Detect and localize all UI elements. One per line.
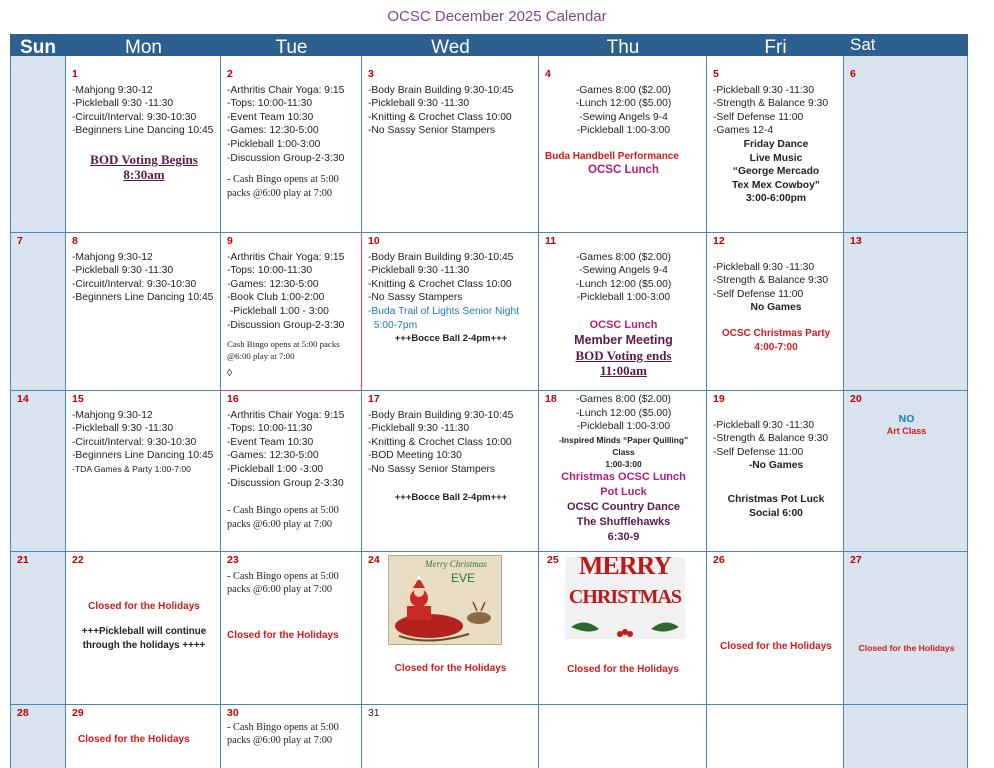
day-cell-5 xyxy=(707,56,844,233)
event-line: -Pickleball 9:30 -11:30 xyxy=(713,261,815,273)
event-line: -Self Defense 11:00 xyxy=(713,446,804,458)
christmas-eve-image xyxy=(388,555,502,645)
day-cell-27 xyxy=(844,552,968,705)
event-line: -Circuit/Interval: 9:30-10:30 xyxy=(72,111,197,123)
pot-luck-social: Christmas Pot Luck xyxy=(727,493,825,505)
day-cell-17 xyxy=(362,391,539,552)
art-class: Art Class xyxy=(886,426,927,437)
event-line: -Event Team 10:30 xyxy=(227,111,314,123)
trail-of-lights-line: -Buda Trail of Lights Senior Night xyxy=(368,305,520,317)
day-cell-28 xyxy=(10,705,66,768)
pickleball-notice: +++Pickleball will continue xyxy=(81,626,207,638)
event-line: -Pickleball 9:30 -11:30 xyxy=(72,265,174,277)
country-dance: OCSC Country Dance xyxy=(566,500,681,513)
day-cell-22 xyxy=(66,552,221,705)
dance-line: Friday Dance xyxy=(743,138,809,150)
header-sat: Sat xyxy=(844,34,968,56)
day-number: 28 xyxy=(17,707,29,719)
day-cell-8 xyxy=(66,233,221,391)
event-line: -Strength & Balance 9:30 xyxy=(713,275,829,287)
dance-line: Tex Mex Cowboy” xyxy=(732,179,820,191)
day-cell-6 xyxy=(844,56,968,233)
bingo-line: Cash Bingo opens at 5:00 packs xyxy=(227,339,340,350)
no-games: No Games xyxy=(750,302,802,314)
event-line: -Arthritis Chair Yoga: 9:15 xyxy=(227,84,345,96)
bocce-line: +++Bocce Ball 2-4pm+++ xyxy=(394,491,508,503)
event-line: -Games: 12:30-5:00 xyxy=(227,125,319,137)
event-line: -Self Defense 11:00 xyxy=(713,111,804,123)
day-cell-12 xyxy=(707,233,844,391)
no-games: -No Games xyxy=(748,460,804,472)
event-line: -Pickleball 1:00-3:00 xyxy=(576,421,671,433)
day-number: 29 xyxy=(72,707,84,719)
day-cell-3 xyxy=(362,56,539,233)
event-line: -Mahjong 9:30-12 xyxy=(72,409,153,421)
quilling-class: -Inspired Minds “Paper Quilling” xyxy=(558,434,689,445)
day-cell-7 xyxy=(10,233,66,391)
christmas-eve-label: EVE xyxy=(451,571,476,585)
day-number: 26 xyxy=(713,554,725,566)
event-line: -Lunch 12:00 ($5.00) xyxy=(575,98,672,110)
day-number: 6 xyxy=(850,68,856,80)
dance-line: 3:00-6:00pm xyxy=(745,193,807,205)
event-line: -Circuit/Interval: 9:30-10:30 xyxy=(72,436,197,448)
christmas-lunch: Christmas OCSC Lunch xyxy=(561,470,686,483)
day-number: 11 xyxy=(545,235,557,247)
event-line: -Pickleball 1:00-3:00 xyxy=(227,138,321,150)
day-number: 30 xyxy=(227,707,239,719)
event-line: -Mahjong 9:30-12 xyxy=(72,84,153,96)
day-number: 10 xyxy=(368,235,380,247)
day-number: 23 xyxy=(227,554,239,566)
closed-notice: Closed for the Holidays xyxy=(227,629,339,641)
closed-notice: Closed for the Holidays xyxy=(394,663,507,674)
bingo-line: - Cash Bingo opens at 5:00 xyxy=(227,505,339,517)
day-cell-15 xyxy=(66,391,221,552)
event-line: -Knitting & Crochet Class 10:00 xyxy=(368,278,512,290)
special-event: OCSC Lunch xyxy=(589,318,658,331)
bingo-line: packs @6:00 play at 7:00 xyxy=(227,518,332,530)
header-thu: Thu xyxy=(539,34,707,56)
christmas-party-time: 4:00-7:00 xyxy=(754,341,798,353)
bocce-line: +++Bocce Ball 2-4pm+++ xyxy=(394,333,508,345)
day-cell-23 xyxy=(221,552,362,705)
day-cell-16 xyxy=(221,391,362,552)
event-line: -Strength & Balance 9:30 xyxy=(713,98,829,110)
day-number: 15 xyxy=(72,393,84,405)
day-number: 2 xyxy=(227,68,233,80)
day-cell-4 xyxy=(539,56,707,233)
header-mon: Mon xyxy=(66,34,221,56)
event-line: -Strength & Balance 9:30 xyxy=(713,433,829,445)
day-number: 5 xyxy=(713,68,719,80)
day-number: 18 xyxy=(545,393,557,405)
event-line: -Body Brain Building 9:30-10:45 xyxy=(368,409,514,421)
calendar-grid xyxy=(10,34,968,768)
event-line: -Pickleball 1:00 - 3:00 xyxy=(227,305,329,317)
bingo-line: - Cash Bingo opens at 5:00 xyxy=(227,721,339,733)
day-number: 12 xyxy=(713,235,725,247)
header-sun: Sun xyxy=(10,34,66,56)
event-line: -Body Brain Building 9:30-10:45 xyxy=(368,251,514,263)
santa-sleigh-icon xyxy=(389,556,501,644)
day-cell-1 xyxy=(66,56,221,233)
event-line: -Mahjong 9:30-12 xyxy=(72,251,153,263)
bingo-line: - Cash Bingo opens at 5:00 xyxy=(227,570,339,582)
event-line: -Tops: 10:00-11:30 xyxy=(227,423,313,435)
event-line: -Discussion Group-2-3:30 xyxy=(227,152,345,164)
day-number: 9 xyxy=(227,235,233,247)
country-dance-time: 6:30-9 xyxy=(607,530,640,543)
merry-text: MERRY xyxy=(578,557,672,580)
event-line: -Knitting & Crochet Class 10:00 xyxy=(368,436,512,448)
day-number: 8 xyxy=(72,235,78,247)
event-line: -Beginners Line Dancing 10:45 xyxy=(72,125,214,137)
day-number: 31 xyxy=(368,708,380,719)
pickleball-notice: through the holidays ++++ xyxy=(82,639,206,651)
pot-luck-social-time: Social 6:00 xyxy=(749,507,803,519)
event-line: -Games 8:00 ($2.00) xyxy=(575,84,671,96)
day-number: 17 xyxy=(368,393,380,405)
event-line: -Beginners Line Dancing 10:45 xyxy=(72,450,214,462)
day-number: 4 xyxy=(545,68,551,80)
event-line: -Pickleball 9:30 -11:30 xyxy=(72,423,174,435)
day-number: 14 xyxy=(17,393,29,405)
event-line: -Games: 12:30-5:00 xyxy=(227,450,319,462)
closed-notice: Closed for the Holidays xyxy=(78,733,190,745)
no-art-class: NO xyxy=(898,412,915,425)
day-number: 24 xyxy=(368,554,380,566)
day-cell-14 xyxy=(10,391,66,552)
day-cell-29 xyxy=(66,705,221,768)
day-cell-10 xyxy=(362,233,539,391)
event-line: -Games 8:00 ($2.00) xyxy=(575,394,671,405)
trail-of-lights-time: 5:00-7pm xyxy=(368,319,418,331)
dance-line: Live Music xyxy=(749,152,803,164)
event-line: -Pickleball 9:30 -11:30 xyxy=(368,98,470,110)
event-line: -Pickleball 9:30 -11:30 xyxy=(368,265,470,277)
event-line: -Pickleball 9:30 -11:30 xyxy=(368,423,470,435)
day-cell-18 xyxy=(539,391,707,552)
closed-notice: Closed for the Holidays xyxy=(858,642,955,653)
day-cell-24 xyxy=(362,552,539,705)
day-cell-empty xyxy=(707,705,844,768)
day-cell-25 xyxy=(539,552,707,705)
day-number: 7 xyxy=(17,235,23,247)
quilling-class: Class xyxy=(612,446,635,457)
day-number: 3 xyxy=(368,68,374,80)
christmas-party: OCSC Christmas Party xyxy=(721,327,831,339)
day-cell-empty xyxy=(539,705,707,768)
event-line: -Arthritis Chair Yoga: 9:15 xyxy=(227,409,345,421)
special-event: Buda Handbell Performance xyxy=(545,150,679,162)
header-fri: Fri xyxy=(707,34,844,56)
bod-voting-ends: BOD Voting ends xyxy=(575,347,672,363)
christmas-text: CHRISTMAS xyxy=(568,586,682,608)
event-line: -Pickleball 1:00-3:00 xyxy=(576,292,671,304)
header-tue: Tue xyxy=(221,34,362,56)
event-line: -TDA Games & Party 1:00-7:00 xyxy=(72,463,191,474)
event-line: -No Sassy Stampers xyxy=(368,292,463,304)
dance-line: “George Mercado xyxy=(732,166,820,178)
bingo-line: packs @6:00 play at 7:00 xyxy=(227,187,332,199)
event-line: -Sewing Angels 9-4 xyxy=(579,265,668,277)
closed-notice: Closed for the Holidays xyxy=(88,600,200,612)
special-event: OCSC Lunch xyxy=(588,163,659,176)
event-line: -Games: 12:30-5:00 xyxy=(227,278,319,290)
day-number: 16 xyxy=(227,393,239,405)
event-line: -Discussion Group-2-3:30 xyxy=(227,319,345,331)
day-number: 20 xyxy=(850,393,862,405)
country-dance-band: The Shufflehawks xyxy=(576,515,671,528)
header-wed: Wed xyxy=(362,34,539,56)
day-cell-31 xyxy=(362,705,539,768)
event-line: -Tops: 10:00-11:30 xyxy=(227,98,313,110)
event-line: -Beginners Line Dancing 10:45 xyxy=(72,292,214,304)
event-line: -BOD Meeting 10:30 xyxy=(368,450,462,462)
bingo-line: @6:00 play at 7:00 xyxy=(227,351,295,362)
day-cell-20 xyxy=(844,391,968,552)
diamond-symbol: ◊ xyxy=(227,368,233,380)
day-cell-19 xyxy=(707,391,844,552)
event-line: -Pickleball 9:30 -11:30 xyxy=(72,98,174,110)
event-line: -No Sassy Senior Stampers xyxy=(368,463,496,475)
bod-voting-ends-time: 11:00am xyxy=(600,362,647,378)
event-line: -Circuit/Interval: 9:30-10:30 xyxy=(72,278,197,290)
day-cell-2 xyxy=(221,56,362,233)
quilling-time: 1:00-3:00 xyxy=(605,458,642,469)
bingo-line: packs @6:00 play at 7:00 xyxy=(227,735,332,747)
day-cell-empty xyxy=(10,56,66,233)
day-number: 1 xyxy=(72,68,78,80)
event-line: -Event Team 10:30 xyxy=(227,436,314,448)
event-line: -Pickleball 9:30 -11:30 xyxy=(713,419,815,431)
day-number: 25 xyxy=(547,554,559,566)
bingo-line: packs @6:00 play at 7:00 xyxy=(227,584,332,596)
day-number: 21 xyxy=(17,554,29,566)
day-cell-30 xyxy=(221,705,362,768)
event-line: -No Sassy Senior Stampers xyxy=(368,125,496,137)
pot-luck: Pot Luck xyxy=(600,485,647,498)
event-line: -Tops: 10:00-11:30 xyxy=(227,265,313,277)
day-number: 13 xyxy=(850,235,862,247)
event-line: -Lunch 12:00 ($5.00) xyxy=(575,278,672,290)
event-line: -Discussion Group 2-3:30 xyxy=(227,477,344,489)
bod-voting-notice: BOD Voting Begins xyxy=(90,151,198,167)
member-meeting: Member Meeting xyxy=(574,332,673,347)
day-cell-11 xyxy=(539,233,707,391)
merry-christmas-image xyxy=(565,557,685,639)
day-cell-empty xyxy=(844,705,968,768)
event-line: -Self Defense 11:00 xyxy=(713,288,804,300)
event-line: -Pickleball 9:30 -11:30 xyxy=(713,84,815,96)
event-line: -Knitting & Crochet Class 10:00 xyxy=(368,111,512,123)
event-line: -Pickleball 1:00 -3:00 xyxy=(227,463,324,475)
event-line: -Lunch 12:00 ($5.00) xyxy=(575,407,672,419)
event-line: -Arthritis Chair Yoga: 9:15 xyxy=(227,251,345,263)
event-line: -Sewing Angels 9-4 xyxy=(579,111,668,123)
day-cell-13 xyxy=(844,233,968,391)
page-title: OCSC December 2025 Calendar xyxy=(387,8,607,25)
bingo-line: - Cash Bingo opens at 5:00 xyxy=(227,174,339,186)
event-line: -Body Brain Building 9:30-10:45 xyxy=(368,84,514,96)
day-number: 19 xyxy=(713,393,725,405)
day-number: 27 xyxy=(850,554,862,566)
day-cell-21 xyxy=(10,552,66,705)
event-line: -Games 8:00 ($2.00) xyxy=(575,251,671,263)
event-line: -Pickleball 1:00-3:00 xyxy=(576,125,671,137)
day-cell-26 xyxy=(707,552,844,705)
christmas-eve-script: Merry Christmas xyxy=(425,559,487,569)
day-number: 22 xyxy=(72,554,84,566)
closed-notice: Closed for the Holidays xyxy=(720,640,832,652)
event-line: -Book Club 1:00-2:00 xyxy=(227,292,325,304)
event-line: -Games 12-4 xyxy=(713,125,774,137)
bod-voting-time: 8:30am xyxy=(123,166,165,182)
day-cell-9 xyxy=(221,233,362,391)
closed-notice: Closed for the Holidays xyxy=(567,664,679,675)
